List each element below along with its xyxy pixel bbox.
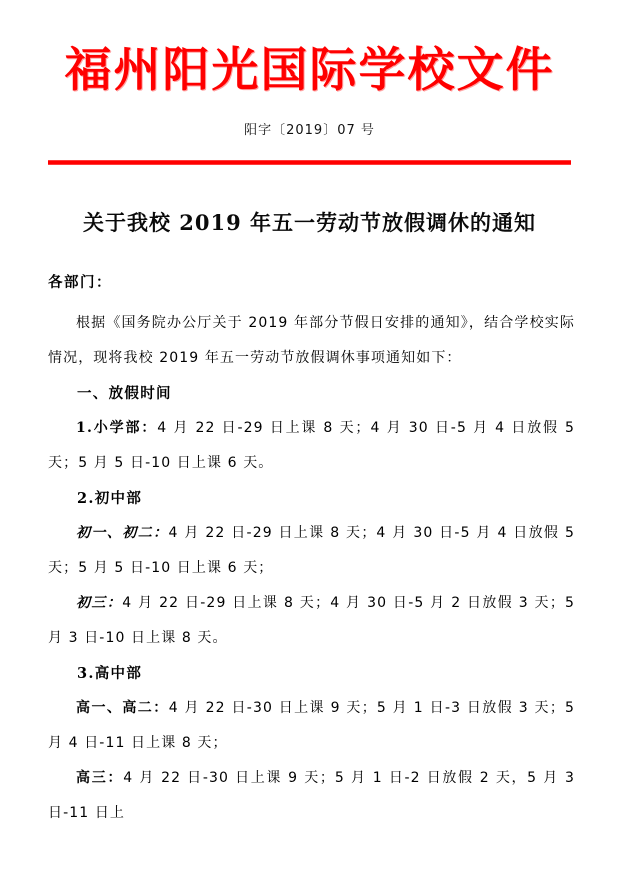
page-title: 关于我校 2019 年五一劳动节放假调休的通知	[82, 209, 537, 235]
list-item	[48, 411, 575, 481]
item-lead-senior-3: 高三：	[76, 769, 124, 786]
subsection-label: 3.高中部	[77, 664, 143, 682]
intro-paragraph: 根据《国务院办公厅关于 2019 年部分节假日安排的通知》，结合学校实际情况，现将我校 2019 年五一劳动节放假调休事项通知如下：	[48, 314, 575, 366]
list-item	[48, 586, 575, 656]
list-item	[48, 691, 575, 761]
item-text: 4 月 22 日-29 日上课 8 天；4 月 30 日-5 月 4 日放假 5 天；5 月 5 日-10 日上课 6 天。	[48, 419, 575, 471]
item-lead-senior-1-2: 高一、高二：	[76, 699, 169, 716]
masthead-title: 福州阳光国际学校文件	[64, 43, 555, 98]
subsection-heading-middle-school	[48, 481, 575, 516]
item-text: 4 月 22 日-30 日上课 9 天；5 月 1 日-3 日放假 3 天；5 月 4 日-11 日上课 8 天；	[48, 699, 575, 751]
salutation: 各部门：	[48, 273, 112, 291]
masthead	[0, 0, 619, 97]
item-lead-grade-3: 初三：	[76, 594, 123, 611]
red-divider-rule	[48, 160, 571, 165]
item-text: 4 月 22 日-29 日上课 8 天；4 月 30 日-5 月 4 日放假 5 天；5 月 5 日-10 日上课 6 天；	[48, 524, 575, 576]
item-lead-grade-1-2: 初一、初二：	[76, 524, 169, 541]
list-item	[48, 761, 575, 831]
subsection-heading-high-school	[48, 656, 575, 691]
document-number: 阳字〔2019〕07 号	[244, 122, 375, 138]
item-text: 4 月 22 日-29 日上课 8 天；4 月 30 日-5 月 2 日放假 3 天；5 月 3 日-10 日上课 8 天。	[48, 594, 575, 646]
document-body	[0, 271, 619, 831]
subsection-label: 2.初中部	[77, 489, 143, 507]
section-heading-holiday-time: 一、放假时间	[77, 384, 172, 402]
list-item	[48, 516, 575, 586]
item-lead-primary: 1.小学部：	[76, 419, 158, 436]
item-text: 4 月 22 日-30 日上课 9 天；5 月 1 日-2 日放假 2 天，5 月 3 日-11 日上	[48, 769, 575, 821]
